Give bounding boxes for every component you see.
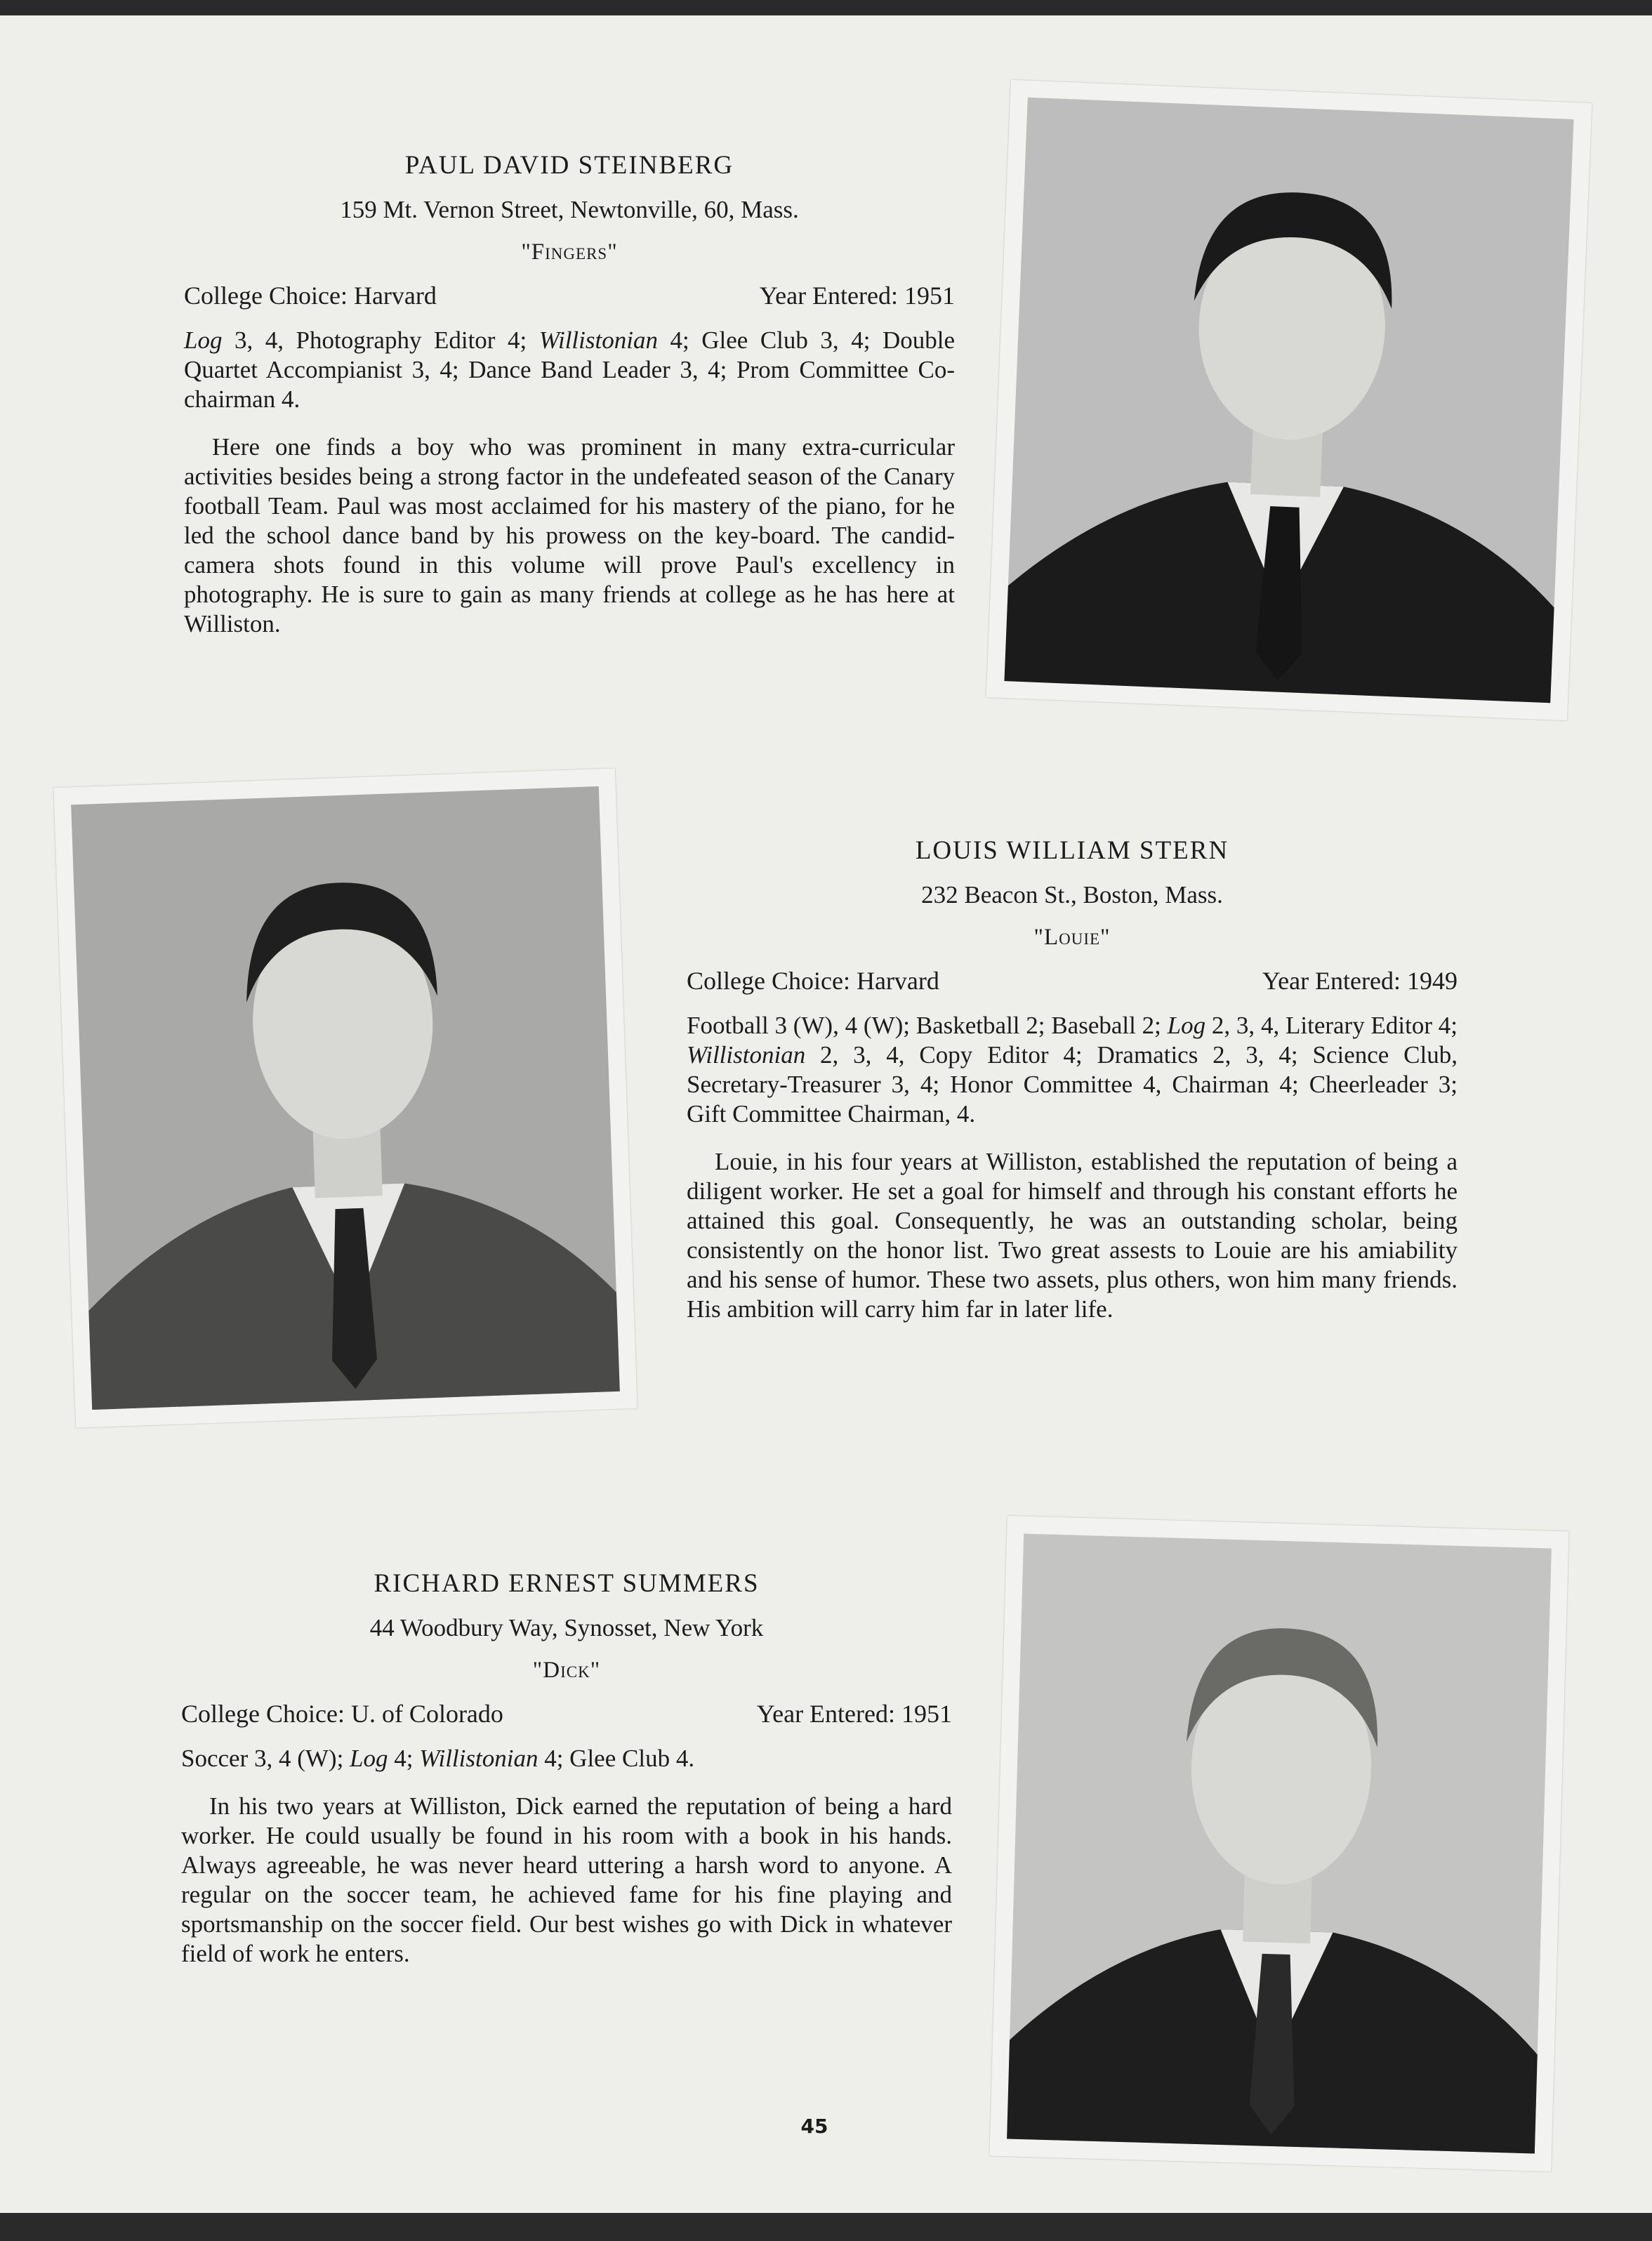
- page-number: 45: [800, 2115, 828, 2138]
- year-entered: Year Entered: 1951: [756, 1700, 952, 1728]
- year-entered: Year Entered: 1949: [1262, 967, 1458, 995]
- student-address: 44 Woodbury Way, Synosset, New York: [369, 1614, 764, 1641]
- student-nickname: "Dick": [532, 1658, 601, 1683]
- college-info-row: [687, 966, 1458, 996]
- activities-list: Log 3, 4, Photography Editor 4; Willistonian 4; Glee Club 3, 4; Double Quartet Accompianist 3, 4; Dance Band Leader 3, 4; Prom Committee Co-chairman 4.: [184, 326, 956, 413]
- portrait-photo-stern: [53, 768, 637, 1427]
- college-choice: College Choice: Harvard: [184, 282, 437, 310]
- student-biography: Here one finds a boy who was prominent in many extra-curricular activities besides being a strong factor in the undefeated season of the Canary football Team. Paul was most acclaimed for his mastery of the piano, for he led the school dance band by his prowess on the key-board. The candid-camera shots found in this volume will prove Paul's excellency in photography. He is sure to gain as many friends at college as he has here at Williston.: [184, 433, 955, 637]
- student-nickname: "Fingers": [521, 239, 618, 265]
- college-info-row: [181, 1699, 952, 1728]
- student-name: PAUL DAVID STEINBERG: [404, 151, 734, 180]
- student-biography: Louie, in his four years at Williston, established the reputation of being a diligent worker. He set a goal for himself and through his constant efforts he attained this goal. Consequently, he was an outstanding scholar, being consistently on the honor list. Two great assests to Louie are his amiability and his sense of humor. These two assets, plus others, won him many friends. His ambition will carry him far in later life.: [687, 1148, 1458, 1323]
- student-address: 232 Beacon St., Boston, Mass.: [921, 881, 1223, 908]
- yearbook-page: [0, 15, 1652, 2213]
- student-name: RICHARD ERNEST SUMMERS: [374, 1569, 760, 1598]
- portrait-photo: [53, 768, 637, 1427]
- portrait-photo-steinberg: [986, 80, 1592, 721]
- activities-list: Football 3 (W), 4 (W); Basketball 2; Baseball 2; Log 2, 3, 4, Literary Editor 4; Willistonian 2, 3, 4, Copy Editor 4; Dramatics 2, 3, 4; Science Club, Secretary-Treasurer 3, 4; Honor Committee 4, Chairman 4; Cheerleader 3; Gift Committee Chairman, 4.: [687, 1012, 1458, 1128]
- activities-list: Soccer 3, 4 (W); Log 4; Willistonian 4; Glee Club 4.: [181, 1745, 695, 1772]
- college-choice: College Choice: U. of Colorado: [181, 1700, 503, 1728]
- senior-entry: [181, 1568, 952, 1969]
- portrait-photo: [986, 80, 1592, 721]
- college-info-row: [184, 281, 955, 310]
- senior-entry: [687, 835, 1458, 1324]
- student-address: 159 Mt. Vernon Street, Newtonville, 60, Mass.: [340, 196, 799, 223]
- student-nickname: "Louie": [1033, 925, 1111, 950]
- year-entered: Year Entered: 1951: [759, 282, 955, 310]
- portrait-photo-summers: [989, 1516, 1568, 2171]
- student-biography: In his two years at Williston, Dick earned the reputation of being a hard worker. He could usually be found in his room with a book in his hands. Always agreeable, he was never heard uttering a harsh word to anyone. A regular on the soccer team, he achieved fame for his fine playing and sportsmanship on the soccer field. Our best wishes go with Dick in whatever field of work he enters.: [181, 1792, 952, 1967]
- student-name: LOUIS WILLIAM STERN: [915, 836, 1229, 865]
- senior-entry: [184, 150, 955, 639]
- college-choice: College Choice: Harvard: [687, 967, 939, 995]
- portrait-photo: [989, 1516, 1568, 2171]
